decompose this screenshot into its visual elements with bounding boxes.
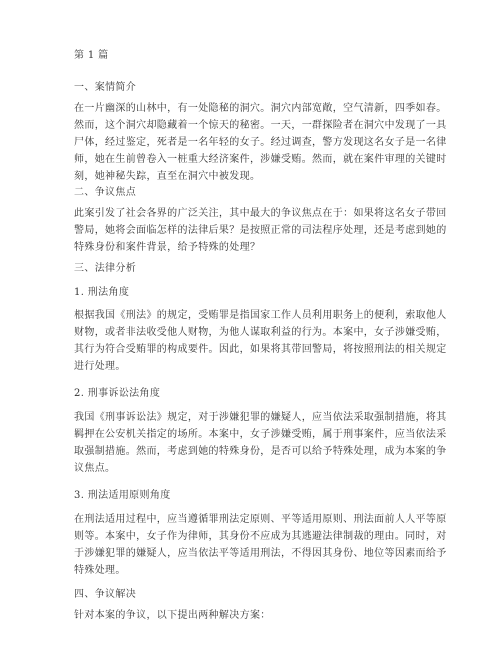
paragraph-line: 此案引发了社会各界的广泛关注，其中最大的争议焦点在于：如果将这名女子带回 (74, 208, 447, 219)
paragraph-line: 警局，她将会面临怎样的法律后果？是按照正常的司法程序处理，还是考虑到她的 (74, 225, 447, 236)
paragraph-line: 在一片幽深的山林中，有一处隐秘的洞穴。洞穴内部宽敞，空气清新，四季如春。 (74, 103, 447, 114)
paragraph-line: 尸体，经过鉴定，死者是一名年轻的女子。经过调查，警方发现这名女子是一名律 (74, 137, 447, 148)
paragraph-line: 取强制措施。然而，考虑到她的特殊身份，是否可以给予特殊处理，成为本案的争 (74, 446, 447, 457)
subsection-heading-criminal-law: 1. 刑法角度 (74, 287, 130, 298)
paragraph-line: 特殊处理。 (74, 565, 126, 576)
paragraph-line: 刻，她神秘失踪，直至在洞穴中被发现。 (74, 171, 261, 182)
subsection-heading-criminal-procedure: 2. 刑事诉讼法角度 (74, 388, 161, 399)
paragraph-line: 则等。本案中，女子作为律师，其身份不应成为其逃避法律制裁的理由。同时，对 (74, 531, 447, 542)
paragraph-line: 师，她在生前曾卷入一桩重大经济案件，涉嫌受贿。然而，就在案件审理的关键时 (74, 154, 447, 165)
section-heading-legal-analysis: 三、法律分析 (74, 263, 137, 274)
paragraph-line: 然而，这个洞穴却隐藏着一个惊天的秘密。一天，一群探险者在洞穴中发现了一具 (74, 120, 447, 131)
paragraph-line: 于涉嫌犯罪的嫌疑人，应当依法平等适用刑法，不得因其身份、地位等因素而给予 (74, 548, 447, 559)
section-heading-case-summary: 一、案情简介 (74, 82, 137, 93)
subsection-heading-application-principles: 3. 刑法适用原则角度 (74, 490, 171, 501)
paragraph-line: 我国《刑事诉讼法》规定，对于涉嫌犯罪的嫌疑人，应当依法采取强制措施，将其 (74, 412, 447, 423)
paragraph-line: 其行为符合受贿罪的构成要件。因此，如果将其带回警局，将按照刑法的相关规定 (74, 344, 447, 355)
paragraph-line: 进行处理。 (74, 361, 126, 372)
section-heading-dispute: 二、争议焦点 (74, 187, 137, 198)
paragraph-line: 针对本案的争议，以下提出两种解决方案： (74, 610, 271, 621)
page-label: 第 1 篇 (74, 50, 109, 61)
paragraph-line: 羁押在公安机关指定的场所。本案中，女子涉嫌受贿，属于刑事案件，应当依法采 (74, 429, 447, 440)
paragraph-line: 议焦点。 (74, 463, 116, 474)
paragraph-line: 财物，或者非法收受他人财物，为他人谋取利益的行为。本案中，女子涉嫌受贿， (74, 327, 447, 338)
section-heading-resolution: 四、争议解决 (74, 589, 137, 600)
paragraph-line: 根据我国《刑法》的规定，受贿罪是指国家工作人员利用职务上的便利，索取他人 (74, 310, 447, 321)
paragraph-line: 在刑法适用过程中，应当遵循罪刑法定原则、平等适用原则、刑法面前人人平等原 (74, 514, 447, 525)
paragraph-line: 特殊身份和案件背景，给予特殊的处理？ (74, 242, 261, 253)
